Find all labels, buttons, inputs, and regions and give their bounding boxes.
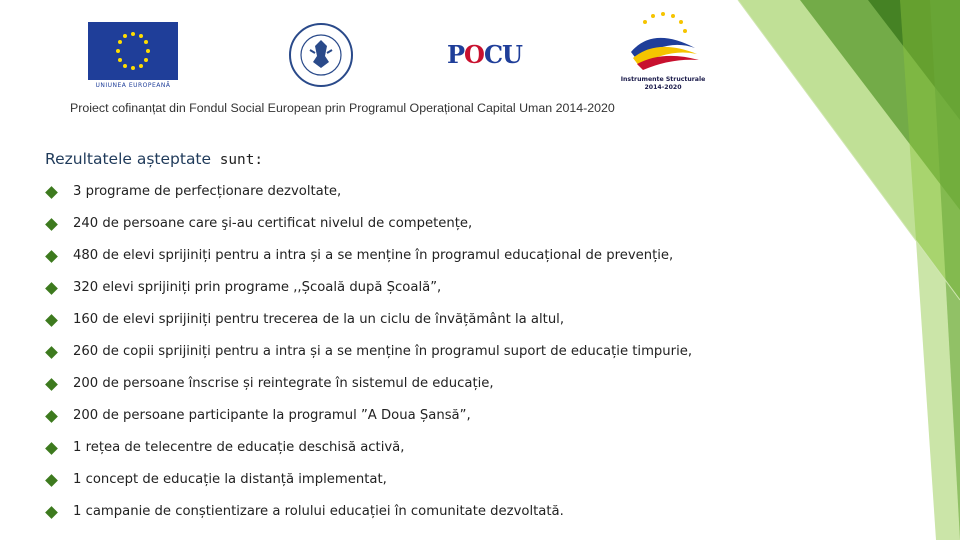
diamond-bullet-icon [45, 250, 58, 263]
diamond-bullet-icon [45, 346, 58, 359]
diamond-bullet-icon [45, 474, 58, 487]
diamond-bullet-icon [45, 378, 58, 391]
structural-instruments-icon [617, 8, 709, 74]
is-caption: Instrumente Structurale 2014-2020 [620, 76, 706, 91]
diamond-bullet-icon [45, 282, 58, 295]
list-item-text: 200 de persoane înscrise și reintegrate în sistemul de educație, [73, 376, 494, 391]
list-item [45, 246, 865, 278]
government-seal-icon [288, 22, 354, 88]
eu-logo [88, 22, 178, 90]
list-item [45, 214, 865, 246]
list-item-text: 200 de persoane participante la programul ”A Doua Șansă”, [73, 408, 471, 423]
list-item-text: 240 de persoane care şi-au certificat nivelul de competențe, [73, 216, 473, 231]
list-item [45, 310, 865, 342]
list-item-text: 320 elevi sprijiniți prin programe ,,Școală după Școală”, [73, 280, 442, 295]
list-item [45, 438, 865, 470]
list-item [45, 502, 865, 534]
subtitle-main: Rezultatele așteptate [45, 150, 212, 168]
pocu-logo [447, 40, 525, 72]
project-cofinancing-note: Proiect cofinanțat din Fondul Social European prin Programul Operațional Capital Uman 2014-2020 [70, 101, 615, 115]
list-item [45, 278, 865, 310]
list-item-text: 1 rețea de telecentre de educație deschisă activă, [73, 440, 405, 455]
list-item-text: 160 de elevi sprijiniți pentru trecerea de la un ciclu de învățământ la altul, [73, 312, 565, 327]
eu-caption: UNIUNEA EUROPEANĂ [95, 82, 171, 89]
diamond-bullet-icon [45, 410, 58, 423]
list-item-text: 1 campanie de conștientizare a rolului educației în comunitate dezvoltată. [73, 504, 564, 519]
results-list [45, 182, 865, 534]
government-seal-logo [288, 22, 354, 88]
list-item [45, 374, 865, 406]
list-item [45, 182, 865, 214]
list-item-text: 3 programe de perfecționare dezvoltate, [73, 184, 342, 199]
diamond-bullet-icon [45, 314, 58, 327]
diamond-bullet-icon [45, 506, 58, 519]
subtitle-rest: sunt: [211, 152, 264, 168]
list-item-text: 480 de elevi sprijiniți pentru a intra și a se menține în programul educațional de prevenție, [73, 248, 674, 263]
list-item [45, 342, 865, 374]
list-item-text: 260 de copii sprijiniți pentru a intra și a se menține în programul suport de educație timpurie, [73, 344, 693, 359]
list-item-text: 1 concept de educație la distanță implementat, [73, 472, 387, 487]
diamond-bullet-icon [45, 218, 58, 231]
instrumente-structurale-logo [617, 8, 709, 94]
list-item [45, 470, 865, 502]
pocu-wordmark: POCU [447, 40, 522, 69]
section-subtitle [45, 150, 263, 168]
diamond-bullet-icon [45, 442, 58, 455]
eu-flag-icon [88, 22, 178, 80]
list-item [45, 406, 865, 438]
diamond-bullet-icon [45, 186, 58, 199]
